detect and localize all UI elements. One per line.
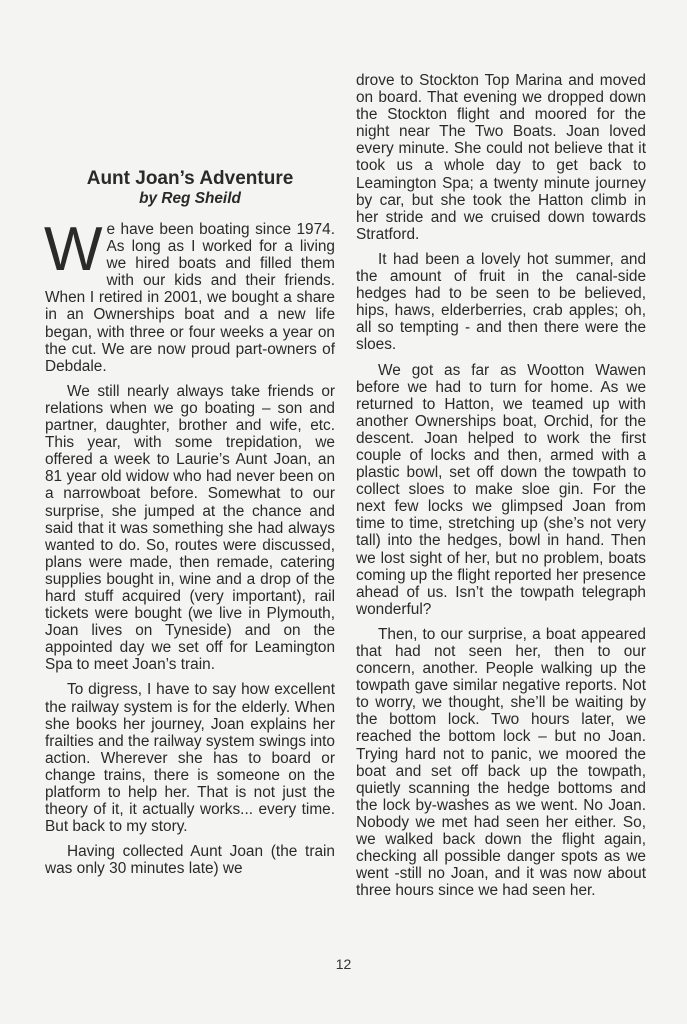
paragraph: We still nearly always take friends or relations when we go boating – son and partner, daughter, brother and wife, etc. This year, with some trepidation, we offered a week to Laurie’s Aunt Joan, an 81 year old widow who had never been on a narrowboat before. Somewhat to our surprise, she jumped at the chance and said that it was something she had always wanted to do. So, routes were discussed, plans were made, then remade, catering supplies bought in, wine and a drop of the hard stuff acquired (very important), rail tickets were bought (we live in Plymouth, Joan lives on Tyneside) and on the appointed day we set off for Leamington Spa to meet Joan’s train. <box>45 382 335 674</box>
right-column <box>356 72 646 907</box>
paragraph <box>44 215 335 375</box>
paragraph: We got as far as Wootton Wawen before we had to turn for home. As we returned to Hatton, we teamed up with another Ownerships boat, Orchid, for the descent. Joan helped to work the first couple of locks and then, armed with a plastic bowl, set off down the towpath to collect sloes to make sloe gin. For the next few locks we glimpsed Joan from time to time, stretching up (she’s not very tall) into the hedges, bowl in hand. Then we lost sight of her, but no problem, boats coming up the flight reported her presence ahead of us. Isn’t the towpath telegraph wonderful? <box>356 361 646 618</box>
page-number: 12 <box>335 956 352 972</box>
paragraph: Then, to our surprise, a boat appeared that had not seen her, then to our concern, another. People walking up the towpath gave similar negative reports. Not to worry, we thought, she’ll be waiting by the bottom lock. Two hours later, we reached the bottom lock – but no Joan. Trying hard not to panic, we moored the boat and set off back up the towpath, quietly scanning the hedge bottoms and the lock by-washes as we went. No Joan. Nobody we met had seen her either. So, we walked back down the flight again, checking all possible danger spots as we went -still no Joan, and it was now about three hours since we had seen her. <box>356 625 646 900</box>
left-column <box>45 168 335 885</box>
paragraph: It had been a lovely hot summer, and the amount of fruit in the canal-side hedges had to be seen to be believed, hips, haws, elderberries, crab apples; oh, all so tempting - and then there were the sloes. <box>356 250 646 354</box>
paragraph-text: e have been boating since 1974. As long as I worked for a living we hired boats and filled them with our kids and their friends. When I retired in 2001, we bought a share in an Ownerships boat and a new life began, with three or four weeks a year on the cut. We are now proud part-owners of Debdale. <box>45 221 335 375</box>
article-byline: by Reg Sheild <box>139 190 241 207</box>
paragraph: drove to Stockton Top Marina and moved on board. That evening we dropped down the Stockton flight and moored for the night near The Two Boats. Joan loved every minute. She could not believe that it took us a whole day to get back to Leamington Spa; a twenty minute journey by car, but she took the Hatton climb in her stride and we cruised down towards Stratford. <box>356 72 646 243</box>
article-title: Aunt Joan’s Adventure <box>86 168 294 189</box>
drop-cap: W <box>44 215 103 284</box>
paragraph: Having collected Aunt Joan (the train was only 30 minutes late) we <box>45 843 335 878</box>
paragraph: To digress, I have to say how excellent the railway system is for the elderly. When she books her journey, Joan explains her frailties and the railway system swings into action. Wherever she has to board or change trains, there is someone on the platform to help her. That is not just the theory of it, it actually works... every time. But back to my story. <box>45 681 335 836</box>
